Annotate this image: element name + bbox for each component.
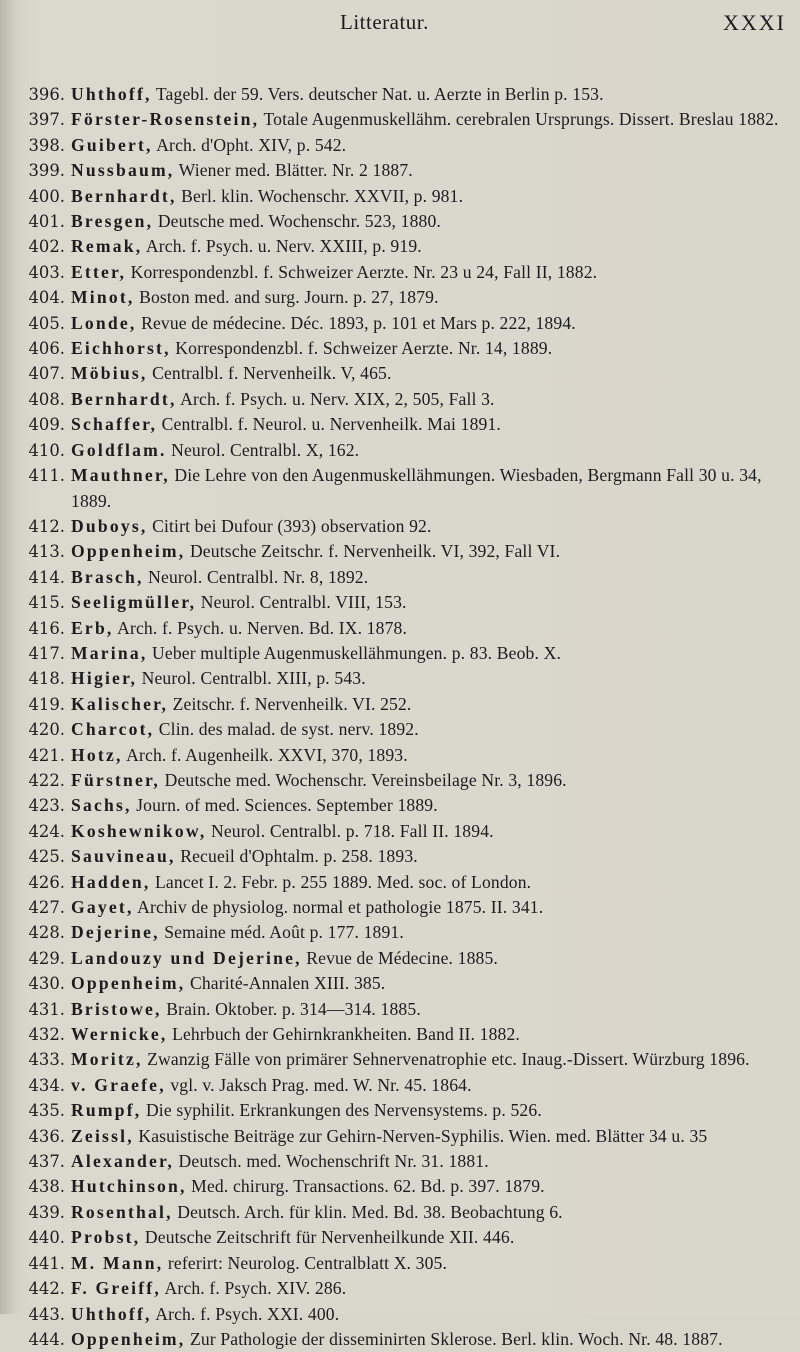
reference-citation: Korrespondenzbl. f. Schweizer Aerzte. Nr. 23 u 24, Fall II, 1882.: [126, 261, 598, 282]
reference-entry: [0, 438, 800, 463]
reference-text: [71, 1149, 800, 1174]
reference-number: 440.: [28, 1228, 65, 1248]
reference-text: [71, 1124, 800, 1149]
reference-number: 419.: [28, 694, 65, 714]
reference-author: Sachs,: [71, 795, 132, 816]
reference-author: v. Graefe,: [71, 1074, 166, 1095]
reference-text: [71, 463, 800, 514]
reference-entry: [0, 844, 800, 869]
reference-text: [71, 666, 800, 691]
reference-number: 408.: [28, 389, 65, 409]
reference-citation: Neurol. Centralbl. Nr. 8, 1892.: [143, 566, 369, 587]
reference-number: 401.: [28, 212, 65, 232]
reference-entry: [0, 412, 800, 437]
reference-entry: [0, 692, 800, 717]
reference-text: [71, 895, 800, 920]
reference-author: Hutchinson,: [71, 1176, 187, 1197]
reference-author: Oppenheim,: [71, 973, 186, 994]
reference-number: 427.: [28, 898, 65, 917]
reference-text: [71, 1047, 800, 1072]
reference-author: F. Greiff,: [71, 1278, 161, 1299]
reference-number: 402.: [28, 237, 65, 257]
reference-entry: [0, 895, 800, 920]
reference-entry: [0, 1149, 800, 1174]
reference-author: Mauthner,: [71, 465, 170, 486]
reference-number: 413.: [28, 542, 65, 562]
reference-number: 409.: [28, 415, 65, 435]
reference-text: [71, 1327, 800, 1352]
reference-text: [71, 641, 800, 666]
reference-number: 434.: [28, 1075, 65, 1095]
reference-entry: [0, 971, 800, 996]
reference-number: 442.: [28, 1279, 65, 1299]
reference-citation: Centralbl. f. Nervenheilk. V, 465.: [147, 363, 392, 384]
reference-text: [71, 971, 800, 996]
reference-number: 444.: [28, 1329, 65, 1349]
reference-number: 412.: [28, 516, 65, 536]
reference-entry: [0, 463, 800, 514]
page-header: [0, 10, 800, 40]
reference-text: [71, 1225, 800, 1250]
reference-citation: Korrespondenzbl. f. Schweizer Aerzte. Nr. 14, 1889.: [170, 338, 553, 359]
reference-number: 415.: [28, 593, 65, 613]
reference-author: Bresgen,: [71, 211, 154, 232]
reference-number: 436.: [28, 1126, 65, 1146]
reference-citation: Charité-Annalen XIII. 385.: [185, 973, 386, 994]
reference-number: 410.: [28, 440, 65, 460]
reference-number: 397.: [28, 110, 65, 130]
reference-citation: Arch. f. Psych. u. Nerven. Bd. IX. 1878.: [113, 617, 408, 638]
reference-entry: [0, 1225, 800, 1250]
reference-number: 430.: [28, 974, 65, 994]
reference-entry: [0, 616, 800, 641]
reference-number: 417.: [28, 643, 65, 663]
reference-text: [71, 336, 800, 361]
reference-entry: [0, 285, 800, 310]
reference-text: [71, 819, 800, 844]
reference-entry: [0, 1276, 800, 1301]
reference-text: [71, 1200, 800, 1225]
reference-entry: [0, 514, 800, 539]
reference-author: Kalischer,: [71, 693, 169, 714]
reference-citation: Die Lehre von den Augenmuskellähmungen. Wiesbaden, Bergmann Fall 30 u. 34, 1889.: [71, 465, 767, 511]
reference-text: [71, 158, 800, 183]
reference-citation: Neurol. Centralbl. X, 162.: [166, 439, 360, 460]
reference-author: Probst,: [71, 1227, 141, 1248]
reference-text: [71, 133, 800, 158]
reference-citation: Deutsche med. Wochenschr. 523, 1880.: [153, 211, 441, 232]
reference-number: 437.: [28, 1152, 65, 1172]
reference-author: Charcot,: [71, 719, 155, 740]
reference-text: [71, 285, 800, 310]
reference-text: [71, 184, 800, 209]
reference-entry: [0, 1327, 800, 1352]
reference-citation: Neurol. Centralbl. XIII, p. 543.: [137, 668, 366, 689]
reference-citation: Die syphilit. Erkrankungen des Nervensystems. p. 526.: [141, 1100, 542, 1121]
reference-author: Möbius,: [71, 363, 148, 384]
reference-author: Bernhardt,: [71, 185, 177, 206]
reference-citation: Totale Augenmuskellähm. cerebralen Ursprungs. Dissert. Breslau 1882.: [259, 109, 779, 130]
reference-author: Oppenheim,: [71, 541, 186, 562]
reference-entry: [0, 539, 800, 564]
reference-number: 400.: [28, 186, 65, 206]
reference-entry: [0, 743, 800, 768]
reference-number: 396.: [28, 85, 65, 104]
reference-author: Hotz,: [71, 744, 123, 765]
reference-author: Landouzy und Dejerine,: [71, 947, 302, 968]
reference-citation: Recueil d'Ophtalm. p. 258. 1893.: [175, 846, 418, 867]
reference-author: Sauvineau,: [71, 846, 176, 867]
reference-entry: [0, 819, 800, 844]
reference-citation: Zwanzig Fälle von primärer Sehnervenatrophie etc. Inaug.-Dissert. Würzburg 1896.: [142, 1049, 750, 1070]
reference-citation: referirt: Neurolog. Centralblatt X. 305.: [163, 1252, 448, 1273]
reference-author: Goldflam.: [71, 439, 167, 460]
reference-citation: Arch. f. Augenheilk. XXVI, 370, 1893.: [122, 744, 408, 765]
reference-number: 426.: [28, 872, 65, 892]
reference-text: [71, 920, 800, 945]
reference-number: 438.: [28, 1177, 65, 1197]
reference-entry: [0, 107, 800, 132]
reference-number: 422.: [28, 770, 65, 790]
reference-number: 405.: [28, 313, 65, 333]
reference-text: [71, 234, 800, 259]
reference-entry: [0, 336, 800, 361]
reference-citation: Revue de médecine. Déc. 1893, p. 101 et Mars p. 222, 1894.: [136, 312, 576, 333]
reference-entry: [0, 361, 800, 386]
reference-text: [71, 1302, 800, 1327]
reference-entry: [0, 768, 800, 793]
reference-citation: Brain. Oktober. p. 314—314. 1885.: [161, 998, 421, 1019]
reference-text: [71, 1251, 800, 1276]
reference-entry: [0, 158, 800, 183]
reference-text: [71, 514, 800, 539]
reference-number: 432.: [28, 1025, 65, 1045]
reference-number: 404.: [28, 288, 65, 308]
reference-citation: Neurol. Centralbl. VIII, 153.: [196, 592, 407, 613]
reference-citation: Tagebl. der 59. Vers. deutscher Nat. u. Aerzte in Berlin p. 153.: [151, 84, 604, 104]
reference-text: [71, 946, 800, 971]
reference-text: [71, 793, 800, 818]
reference-author: Gayet,: [71, 897, 134, 917]
reference-author: Seeligmüller,: [71, 592, 197, 613]
reference-author: Londe,: [71, 312, 137, 333]
running-title: Litteratur.: [340, 10, 429, 34]
reference-entry: [0, 1200, 800, 1225]
reference-entry: [0, 1124, 800, 1149]
reference-entry: [0, 209, 800, 234]
reference-citation: Lehrbuch der Gehirnkrankheiten. Band II. 1882.: [167, 1024, 520, 1045]
reference-number: 425.: [28, 847, 65, 867]
reference-author: Etter,: [71, 261, 127, 282]
reference-entry: [0, 387, 800, 412]
reference-author: Moritz,: [71, 1049, 143, 1070]
reference-citation: Deutsche Zeitschr. f. Nervenheilk. VI, 392, Fall VI.: [185, 541, 561, 562]
reference-text: [71, 438, 800, 463]
reference-text: [71, 1098, 800, 1123]
reference-citation: Arch. f. Psych. XIV. 286.: [160, 1278, 347, 1299]
reference-entry: [0, 590, 800, 615]
reference-number: 439.: [28, 1202, 65, 1222]
reference-citation: Zur Pathologie der disseminirten Sklerose. Berl. klin. Woch. Nr. 48. 1887.: [185, 1328, 723, 1349]
reference-entry: [0, 717, 800, 742]
reference-author: Zeissl,: [71, 1125, 134, 1146]
reference-entry: [0, 133, 800, 158]
reference-author: Bristowe,: [71, 998, 162, 1019]
reference-number: 423.: [28, 796, 65, 816]
reference-citation: Arch. f. Psych. u. Nerv. XIX, 2, 505, Fall 3.: [176, 388, 495, 409]
reference-author: Higier,: [71, 668, 138, 689]
reference-author: Uhthoff,: [71, 1303, 152, 1324]
reference-entry: [0, 1022, 800, 1047]
reference-author: Koshewnikow,: [71, 820, 207, 841]
reference-text: [71, 616, 800, 641]
reference-text: [71, 260, 800, 285]
reference-citation: Deutsch. Arch. für klin. Med. Bd. 38. Beobachtung 6.: [172, 1201, 563, 1222]
reference-text: [71, 768, 800, 793]
reference-entry: [0, 870, 800, 895]
reference-text: [71, 870, 800, 895]
reference-text: [71, 743, 800, 768]
reference-author: Duboys,: [71, 515, 148, 536]
reference-entry: [0, 1098, 800, 1123]
reference-citation: Deutsch. med. Wochenschrift Nr. 31. 1881.: [173, 1151, 489, 1172]
reference-entry: [0, 946, 800, 971]
reference-number: 441.: [28, 1253, 65, 1273]
reference-text: [71, 1174, 800, 1199]
reference-citation: Clin. des malad. de syst. nerv. 1892.: [154, 719, 419, 740]
reference-entry: [0, 234, 800, 259]
reference-citation: Revue de Médecine. 1885.: [301, 947, 498, 968]
reference-entry: [0, 920, 800, 945]
reference-citation: Deutsche Zeitschrift für Nervenheilkunde XII. 446.: [140, 1227, 515, 1248]
reference-author: Remak,: [71, 236, 143, 257]
reference-citation: Zeitschr. f. Nervenheilk. VI. 252.: [168, 693, 412, 714]
reference-entry: [0, 1073, 800, 1098]
reference-entry: [0, 641, 800, 666]
reference-citation: Berl. klin. Wochenschr. XXVII, p. 981.: [176, 185, 464, 206]
reference-author: Marina,: [71, 642, 148, 663]
reference-entry: [0, 260, 800, 285]
reference-text: [71, 209, 800, 234]
reference-entry: [0, 997, 800, 1022]
reference-text: [71, 361, 800, 386]
reference-text: [71, 692, 800, 717]
reference-author: Fürstner,: [71, 769, 161, 790]
reference-author: Rosenthal,: [71, 1201, 173, 1222]
reference-citation: Arch. d'Opht. XIV, p. 542.: [152, 134, 347, 155]
reference-citation: Arch. f. Psych. XXI. 400.: [151, 1303, 340, 1324]
reference-entry: [0, 666, 800, 691]
reference-number: 411.: [28, 466, 65, 486]
reference-author: M. Mann,: [71, 1252, 164, 1273]
reference-citation: Lancet I. 2. Febr. p. 255 1889. Med. soc. of London.: [150, 871, 532, 892]
reference-author: Hadden,: [71, 871, 151, 892]
reference-text: [71, 387, 800, 412]
reference-citation: Archiv de physiolog. normal et pathologie 1875. II. 341.: [133, 897, 544, 917]
reference-text: [71, 1073, 800, 1098]
reference-author: Nussbaum,: [71, 160, 175, 181]
reference-number: 416.: [28, 618, 65, 638]
reference-citation: Med. chirurg. Transactions. 62. Bd. p. 397. 1879.: [186, 1176, 545, 1197]
reference-citation: Boston med. and surg. Journ. p. 27, 1879.: [134, 287, 439, 308]
reference-author: Dejerine,: [71, 922, 160, 943]
reference-number: 414.: [28, 567, 65, 587]
reference-author: Uhthoff,: [71, 84, 152, 104]
reference-entry: [0, 82, 800, 107]
reference-text: [71, 107, 800, 132]
reference-text: [71, 844, 800, 869]
reference-author: Wernicke,: [71, 1024, 168, 1045]
reference-author: Minot,: [71, 287, 135, 308]
reference-citation: Neurol. Centralbl. p. 718. Fall II. 1894.: [206, 820, 494, 841]
reference-entry: [0, 1251, 800, 1276]
reference-author: Rumpf,: [71, 1100, 142, 1121]
reference-entry: [0, 1174, 800, 1199]
reference-number: 443.: [28, 1304, 65, 1324]
reference-number: 420.: [28, 720, 65, 740]
reference-text: [71, 82, 800, 107]
reference-number: 433.: [28, 1050, 65, 1070]
reference-number: 429.: [28, 948, 65, 968]
reference-entry: [0, 1047, 800, 1072]
reference-author: Alexander,: [71, 1151, 174, 1172]
reference-citation: Deutsche med. Wochenschr. Vereinsbeilage Nr. 3, 1896.: [160, 769, 567, 790]
reference-number: 399.: [28, 161, 65, 181]
reference-number: 435.: [28, 1101, 65, 1121]
reference-number: 398.: [28, 135, 65, 155]
reference-author: Brasch,: [71, 566, 144, 587]
reference-author: Guibert,: [71, 134, 153, 155]
reference-entry: [0, 565, 800, 590]
reference-number: 428.: [28, 923, 65, 943]
reference-author: Schaffer,: [71, 414, 158, 435]
reference-text: [71, 539, 800, 564]
reference-text: [71, 412, 800, 437]
reference-number: 431.: [28, 999, 65, 1019]
reference-entry: [0, 184, 800, 209]
reference-number: 406.: [28, 339, 65, 359]
reference-text: [71, 1276, 800, 1301]
reference-number: 421.: [28, 745, 65, 765]
reference-entry: [0, 1302, 800, 1327]
reference-citation: Wiener med. Blätter. Nr. 2 1887.: [174, 160, 413, 181]
reference-list: [0, 82, 800, 1352]
reference-citation: Kasuistische Beiträge zur Gehirn-Nerven-Syphilis. Wien. med. Blätter 34 u. 35: [133, 1125, 708, 1146]
reference-citation: Semaine méd. Août p. 177. 1891.: [159, 922, 404, 943]
reference-author: Bernhardt,: [71, 388, 177, 409]
reference-citation: Arch. f. Psych. u. Nerv. XXIII, p. 919.: [142, 236, 422, 257]
reference-citation: Journ. of med. Sciences. September 1889.: [131, 795, 438, 816]
reference-citation: Ueber multiple Augenmuskellähmungen. p. 83. Beob. X.: [147, 642, 562, 663]
page-number: XXXI: [723, 10, 786, 35]
reference-number: 418.: [28, 669, 65, 689]
reference-citation: Centralbl. f. Neurol. u. Nervenheilk. Mai 1891.: [157, 414, 501, 435]
reference-text: [71, 1022, 800, 1047]
reference-text: [71, 311, 800, 336]
reference-entry: [0, 793, 800, 818]
reference-number: 424.: [28, 821, 65, 841]
reference-number: 403.: [28, 262, 65, 282]
reference-author: Förster-Rosenstein,: [71, 109, 260, 130]
reference-author: Erb,: [71, 617, 114, 638]
reference-text: [71, 590, 800, 615]
reference-text: [71, 565, 800, 590]
reference-citation: vgl. v. Jaksch Prag. med. W. Nr. 45. 1864.: [165, 1074, 472, 1095]
reference-citation: Citirt bei Dufour (393) observation 92.: [147, 515, 432, 536]
reference-text: [71, 997, 800, 1022]
reference-number: 407.: [28, 364, 65, 384]
reference-author: Oppenheim,: [71, 1328, 186, 1349]
reference-entry: [0, 311, 800, 336]
reference-text: [71, 717, 800, 742]
reference-author: Eichhorst,: [71, 338, 171, 359]
